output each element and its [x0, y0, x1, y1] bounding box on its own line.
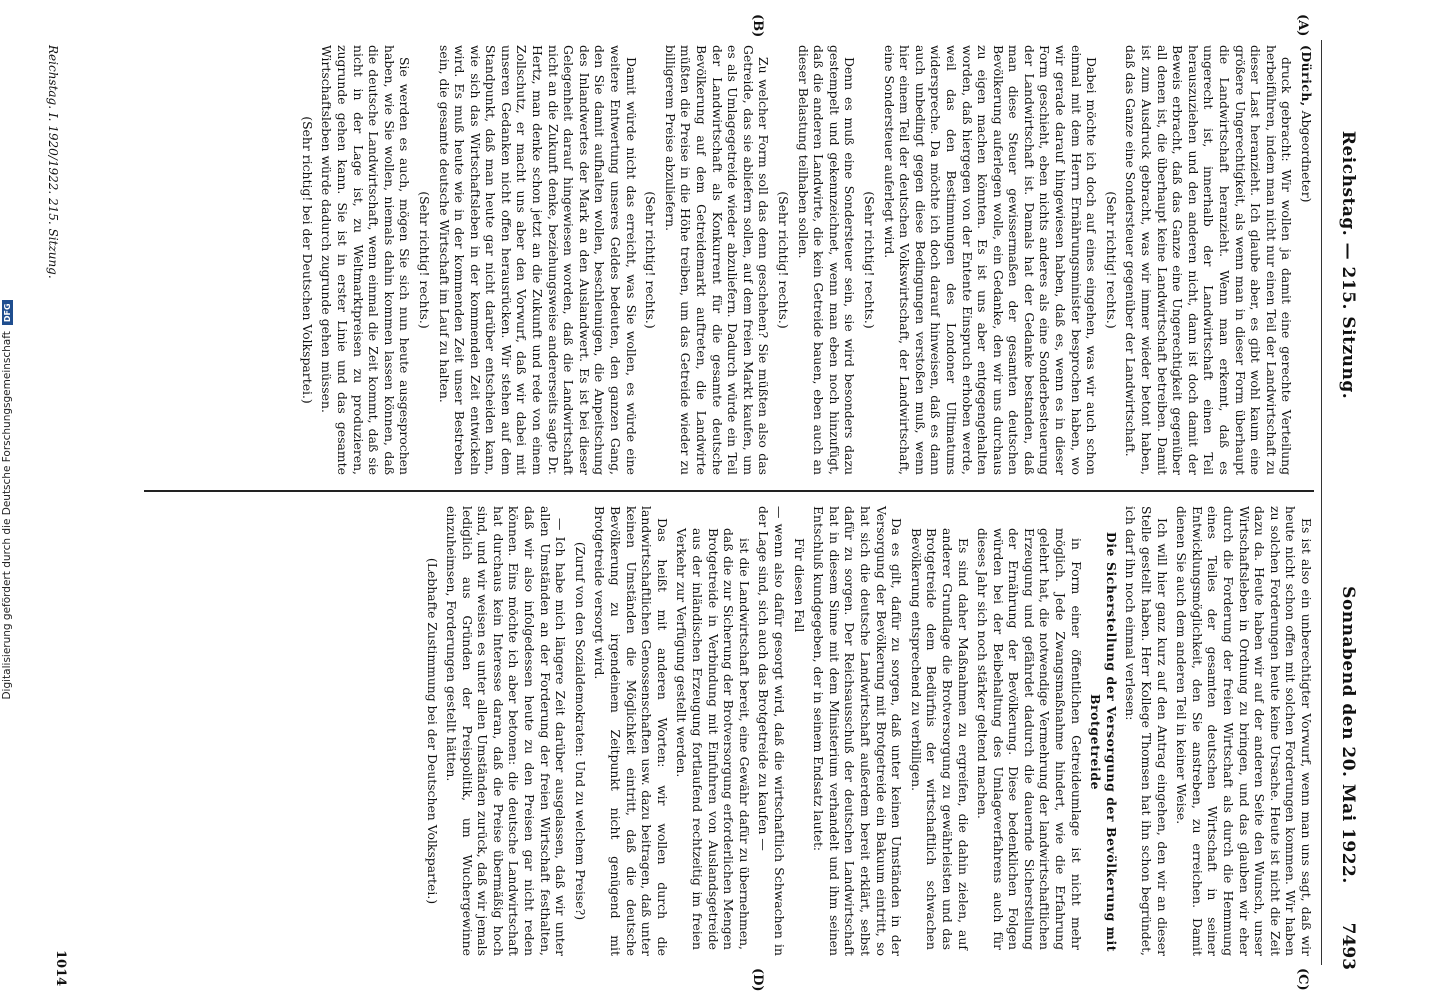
right-paragraph-2: Ich will hier ganz kurz auf den Antrag eingehen, den wir an dieser Stelle gestellt haben. Herr Kollege Thomsen hat ihn schon begründet, ich darf ihn noch einmal verlesen:	[1123, 506, 1170, 956]
left-remark-1: (Sehr richtig! rechts.)	[1103, 191, 1119, 329]
page-footer: Reichstag. I. 1920/1922. 215. Sitzung.	[46, 45, 60, 279]
header-right: Sonnabend den 20. Mai 1922.	[1338, 586, 1358, 884]
marker-b: (B)	[750, 14, 765, 38]
marker-d: (D)	[750, 968, 765, 992]
left-remark-4: (Sehr richtig! rechts.)	[643, 191, 659, 329]
left-paragraph-2: Dabei möchte ich doch auf eines eingehen, was wir auch schon einmal mit dem Herrn Ernährungsminister besprochen haben, wo wir gerade darauf hingewiesen haben, daß es, wenn es in dieser Form geschieht, eben nichts anderes als eine Sonderbesteuerung der Landwirtschaft ist. Damals hat der Gedanke bestanden, daß man diese Steuer gewissermaßen der gesamten deutschen Bevölkerung auferlegen wolle, ein Gedanke, den wir uns durchaus zu eigen machen könnten. Es ist uns aber entgegengehalten worden, daß hiergegen von der Entente Einspruch erhoben werde, weil das den Bestimmungen des Londoner Ultimatums widerspreche. Da möchte ich doch darauf hinweisen, daß es dann auch unbedingt gegen diese Bedingungen verstoßen muß, wenn hier einem Teil der deutschen Volkswirtschaft, der Landwirtschaft, eine Sondersteuer auferlegt wird.	[881, 45, 1100, 475]
left-paragraph-4: Zu welcher Form soll das denn geschehen? Sie müßten also das Getreide, das sie abliefern sollen, auf dem freien Markt kaufen, um es als Umlagegetreide wieder abzuliefern. Dadurch würde ein Teil der Landwirtschaft als Konkurrent für die gesamte deutsche Bevölkerung auf dem Getreidemarkt auftreten, die Landwirte müßten die Preise in die Höhe treiben, um das Getreide wieder zu billigerem Preise abzuliefern.	[662, 45, 772, 475]
right-paragraph-4: — wenn also dafür gesorgt wird, daß die wirtschaftlich Schwachen in der Lage sind, sich auch das Brotgetreide zu kaufen —	[756, 506, 787, 956]
credit-strip	[0, 0, 16, 1000]
marker-c: (C)	[1295, 968, 1310, 991]
left-remark-6: (Sehr richtig! bei der Deutschen Volkspartei.)	[299, 116, 315, 404]
header-left: Reichstag. — 215. Sitzung.	[1338, 130, 1358, 400]
header-rule	[1321, 40, 1322, 965]
right-paragraph-3: Da es gilt, dafür zu sorgen, daß unter keinen Umständen in der Versorgung der Bevölkerung mit Brotgetreide ein Bakuum eintritt, so hat sich die deutsche Landwirtschaft außerdem bereit erklärt, selbst dafür zu sorgen. Der Reichsausschuß der deutschen Landwirtschaft hat in diesem Sinne mit dem Ministerium verhandelt und ihm seinen Entschluß kundgegeben, der in seinem Endsatz lautet:	[811, 506, 905, 956]
quote-paragraph-2: Es sind daher Maßnahmen zu ergreifen, die dahin zielen, auf anderer Grundlage die Brotversorgung zu gewährleisten und das Brotgetreide dem Bedürfnis der wirtschaftlich schwachen Bevölkerung entsprechend zu verbilligen.	[908, 528, 971, 950]
quote-paragraph-3: ist die Landwirtschaft bereit, eine Gewähr dafür zu übernehmen, daß die zur Sicherung der Brotversorgung erforderlichen Mengen Brotgetreide in Verbindung mit Einfuhren von Auslandsgetreide aus der inländischen Erzeugung fortlaufend rechtzeitig im freien Verkehr zur Verfügung gestellt werden.	[674, 528, 752, 950]
left-paragraph-3: Denn es muß eine Sondersteuer sein, sie wird besonders dazu gestempelt und gekennzeichnet, wenn man eben noch hinzufügt, daß die anderen Landwirte, die kein Getreide bauen, eben auch an dieser Belastung teilhaben sollen.	[795, 45, 858, 475]
quote-lead: Für diesen Fall	[791, 538, 807, 633]
right-column	[420, 506, 1314, 956]
speaker-name: (Dürich,	[1299, 45, 1314, 107]
right-paragraph-5: Das heißt mit anderen Worten: wir wollen durch die landwirtschaftlichen Genossenschaften usw. dazu beitragen, daß unter keinen Umständen die Möglichkeit eintritt, daß die deutsche Bevölkerung zu irgendeinem Zeitpunkt nicht genügend mit Brotgetreide versorgt wird.	[592, 506, 670, 956]
left-column	[295, 45, 1314, 475]
right-remark-2: (Lebhafte Zustimmung bei der Deutschen Volkspartei.)	[424, 557, 440, 905]
page-header	[1328, 30, 1358, 970]
left-remark-2: (Sehr richtig! rechts.)	[861, 191, 877, 329]
column-divider	[144, 490, 1314, 492]
left-remark-5: (Sehr richtig! rechts.)	[416, 191, 432, 329]
quote-paragraph-1: in Form einer öffentlichen Getreideumlage ist nicht mehr möglich. Jede Zwangsmaßnahme hindert, wie die Erfahrung gelehrt hat, die notwendige Vermehrung der landwirtschaftlichen Erzeugung und gefährdet dadurch die dauernde Sicherstellung der Ernährung der Bevölkerung. Diese bedenklichen Folgen würden bei der Beibehaltung des Umlageverfahrens auch für dieses Jahr sich noch stärker geltend machen.	[975, 528, 1084, 950]
speaker-note: Abgeordneter)	[1299, 110, 1314, 203]
marker-a: (A)	[1295, 14, 1310, 37]
left-paragraph-1	[1298, 45, 1314, 475]
header-page-number: 7493	[1338, 922, 1358, 970]
right-paragraph-1: Es ist also ein unberechtigter Vorwurf, wenn man uns sagt, daß wir heute nicht schon offen mit solchen Forderungen kommen. Wir haben zu solchen Forderungen heute keine Ursache. Heute ist nicht die Zeit dazu da. Heute haben wir auf der anderen Seite den Wunsch, unser Wirtschaftsleben in Ordnung zu bringen, und das glauben wir eher durch die Forderung der freien Wirtschaft als durch die Hemmung eines Teiles der gesamten deutschen Wirtschaft in seiner Entwicklungsmöglichkeit, den Sie anstreben, zu erreichen. Damit dienen Sie auch dem anderen Teil in keiner Weise.	[1174, 506, 1314, 956]
footer-page-number: 1014	[53, 950, 68, 987]
left-paragraph-6: Sie werden es auch, mögen Sie sich nun heute ausgesprochen haben, wie Sie wollen, niemals dahin kommen lassen können, daß die deutsche Landwirtschaft, wenn einmal die Zeit kommt, daß sie nicht in der Lage ist, zu Weltmarktpreisen zu produzieren, zugrunde gehen kann. Sie ist in erster Linie und das gesamte Wirtschaftsleben würde dadurch zugrunde gehen müssen.	[319, 45, 413, 475]
right-remark-1: (Zuruf von den Sozialdemokraten: Und zu welchem Preise?)	[572, 541, 588, 921]
left-remark-3: (Sehr richtig! rechts.)	[776, 191, 791, 329]
quote-title: Die Sicherstellung der Versorgung der Bevölkerung mit Brotgetreide	[1088, 531, 1119, 953]
dfg-logo: DFG	[2, 300, 13, 325]
dfg-credit	[0, 0, 14, 1000]
right-paragraph-6: — Ich habe mich längere Zeit darüber ausgelassen, daß wir unter allen Umständen an der Forderung der freien Wirtschaft festhalten, daß wir also infolgedessen heute zu den Preisen gar nicht reden können. Eins möchte ich aber betonen: die deutsche Landwirtschaft hat durchaus kein Interesse daran, daß die Preise übermäßig hoch sind, und wir weisen es unter allen Umständen zurück, daß wir jemals lediglich aus Gründen der Preispolitik, um Wuchergewinne einzuheimsen, Forderungen gestellt hätten.	[444, 506, 569, 956]
credit-text: Digitalisierung gefördert durch die Deutsche Forschungsgemeinschaft	[1, 331, 13, 700]
left-paragraph-5: Damit würde nicht das erreicht, was Sie wollen, es würde eine weitere Entwertung unseres Geldes bedeuten, den ganzen Gang, den Sie damit aufhalten wollen, beschleunigen, die Anpeitschung des Inlandwertes der Mark an den Auslandwert. Es ist bei dieser Gelegenheit darauf hingewiesen worden, daß die Landwirtschaft nicht an die Zukunft denke, beziehungsweise andererseits sagte Dr. Hertz, man denke schon jetzt an die Zukunft und rede von einem Zollschutz, er macht uns aber den Vorwurf, daß wir dabei mit unseren Gedanken nicht offen herausrücken. Wir stehen auf dem Standpunkt, daß man heute gar nicht darüber entscheiden kann, wie sich das Wirtschaftsleben in der kommenden Zeit entwickeln wird. Es muß heute wie in der kommenden Zeit unser Bestreben sein, die gesamte deutsche Wirtschaft im Lauf zu halten.	[436, 45, 639, 475]
left-paragraph-1-body: druck gebracht: Wir wollen ja damit eine gerechte Verteilung herbeiführen, indem man nicht nur einen Teil der Landwirtschaft zu dieser Last heranzieht. Ich glaube aber, es gibt wohl kaum eine größere Ungerechtigkeit, als wenn man in dieser Form überhaupt die Landwirtschaft heranzieht. Wenn man erkennt, daß es ungerecht ist, innerhalb der Landwirtschaft einen Teil herauszuziehen und den anderen nicht, dann ist doch damit der Beweis erbracht, daß das Ganze eine Ungerechtigkeit gegenüber all denen ist, die überhaupt keine Landwirtschaft betreiben. Damit ist zum Ausdruck gebracht, was wir immer wieder betont haben, daß das Ganze eine Sondersteuer gegenüber der Landwirtschaft.	[1123, 45, 1295, 475]
